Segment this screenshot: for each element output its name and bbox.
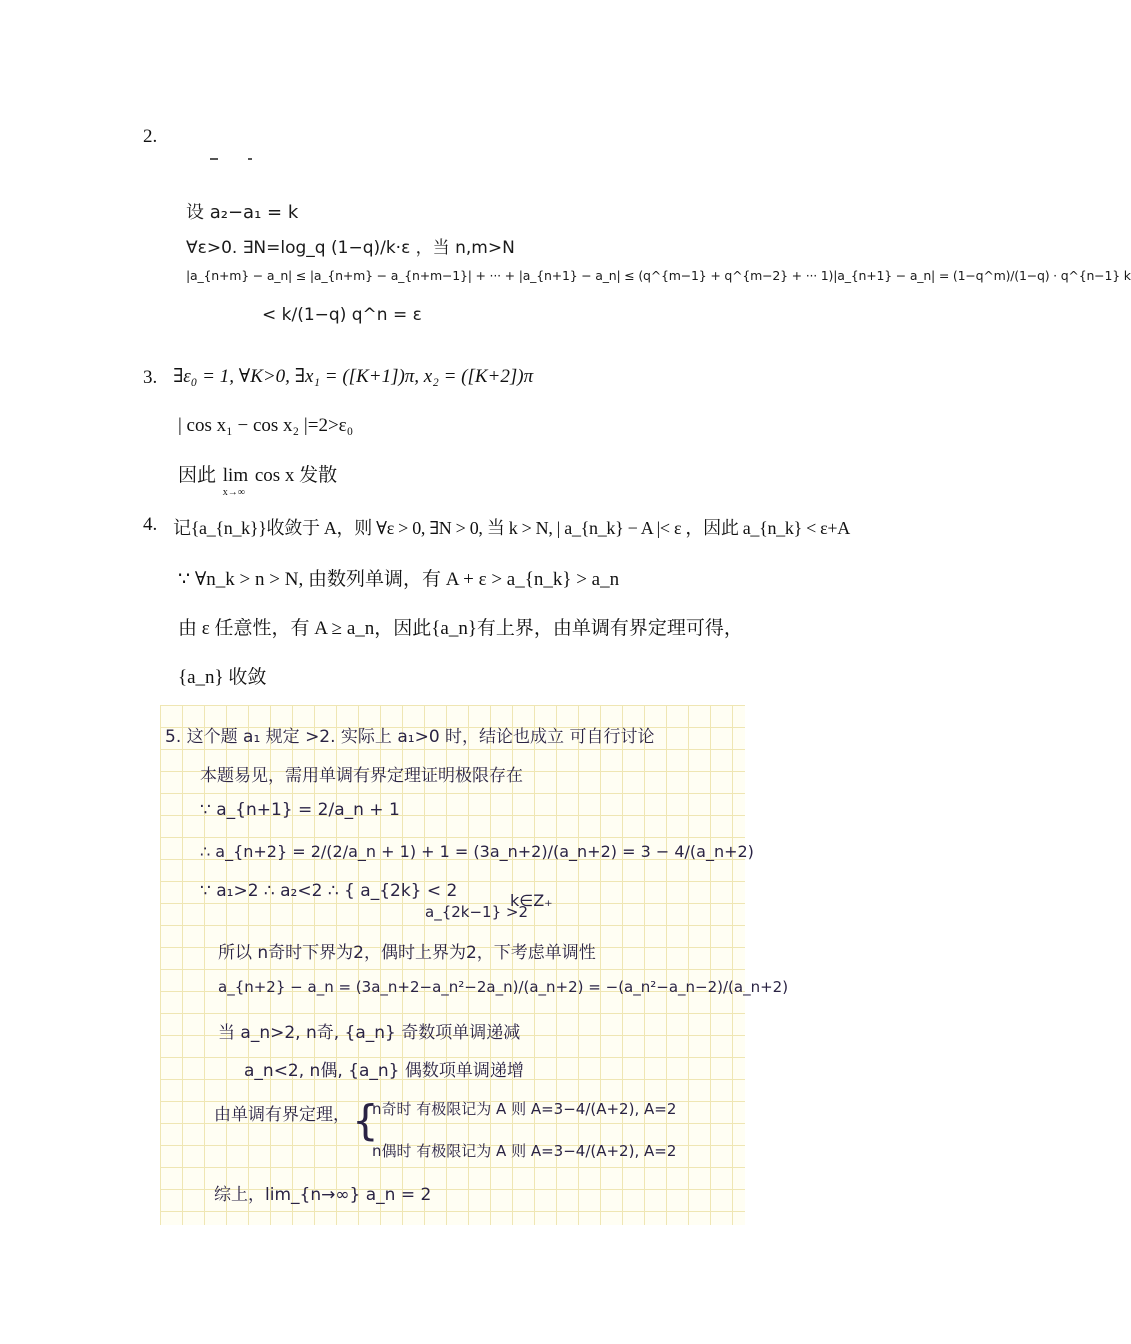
- problem-2-handwritten-line-1: 设 a₂−a₁ = k: [186, 202, 299, 223]
- problem-5-line-1: 5. 这个题 a₁ 规定 >2. 实际上 a₁>0 时，结论也成立 可自行讨论: [165, 727, 655, 747]
- problem-4-line-2: ∵ ∀n_k > n > N, 由数列单调，有 A + ε > a_{n_k} > a_n: [178, 569, 620, 590]
- problem-3-line-3: [178, 460, 338, 498]
- problem-2-number: 2.: [143, 126, 158, 147]
- limit-label: lim: [222, 465, 249, 486]
- problem-5-line-5-domain: k∈Z₊: [510, 891, 553, 910]
- problem-2-handwritten-line-4: < k/(1−q) q^n = ε: [262, 305, 422, 325]
- problem-4-line-4: {a_n} 收敛: [178, 667, 267, 688]
- limit-subscript: x→∞: [222, 487, 245, 498]
- problem-5-line-11: 综上，lim_{n→∞} a_n = 2: [214, 1185, 432, 1205]
- scan-artifact: [248, 158, 252, 160]
- problem-3-line-1: ∃ε₀ = 1, ∀K>0, ∃x₁ = ([K+1])π, x₂ = ([K+2])π: [173, 366, 534, 387]
- problem-3-therefore: 因此: [178, 465, 217, 486]
- problem-5-line-10-even: n偶时 有极限记为 A 则 A=3−4/(A+2), A=2: [372, 1142, 677, 1160]
- problem-5-line-9: a_n<2, n偶, {a_n} 偶数项单调递增: [244, 1061, 524, 1081]
- problem-2-handwritten-line-3: |a_{n+m} − a_n| ≤ |a_{n+m} − a_{n+m−1}| + ··· + |a_{n+1} − a_n| ≤ (q^{m−1} + q^{m−2} + ··· 1)|a_{n+1} − a_n| = (1−q^m)/(1−q) · q^{n−1} k: [186, 268, 1131, 283]
- problem-5-line-7: a_{n+2} − a_n = (3a_n+2−a_n²−2a_n)/(a_n+2) = −(a_n²−a_n−2)/(a_n+2): [218, 978, 789, 996]
- problem-4-number: 4.: [143, 514, 158, 535]
- problem-5-line-8: 当 a_n>2, n奇, {a_n} 奇数项单调递减: [218, 1023, 521, 1043]
- problem-5-line-10-odd: n奇时 有极限记为 A 则 A=3−4/(A+2), A=2: [372, 1100, 677, 1118]
- problem-5-line-5: ∵ a₁>2 ∴ a₂<2 ∴ { a_{2k} < 2: [200, 881, 458, 901]
- problem-3-number: 3.: [143, 367, 158, 388]
- problem-4-line-1: 记{a_{n_k}}收敛于 A，则 ∀ε > 0, ∃N > 0, 当 k > N, | a_{n_k} − A |< ε ，因此 a_{n_k} < ε+A: [173, 518, 850, 538]
- problem-5-line-5-case: a_{2k−1} >2: [425, 903, 529, 921]
- problem-5-line-3: ∵ a_{n+1} = 2/a_n + 1: [200, 800, 400, 820]
- problem-3-line-2: | cos x₁ − cos x₂ |=2>ε₀: [178, 415, 354, 436]
- problem-2-handwritten-line-2: ∀ε>0. ∃N=log_q (1−q)/k·ε ，当 n,m>N: [186, 238, 515, 258]
- problem-3-conclusion: cos x 发散: [254, 465, 338, 486]
- problem-5-line-6: 所以 n奇时下界为2，偶时上界为2，下考虑单调性: [218, 943, 596, 963]
- problem-5-line-2: 本题易见，需用单调有界定理证明极限存在: [200, 766, 523, 786]
- problem-5-line-4: ∴ a_{n+2} = 2/(2/a_n + 1) + 1 = (3a_n+2)/(a_n+2) = 3 − 4/(a_n+2): [200, 842, 754, 861]
- limit-operator: [222, 465, 249, 498]
- problem-5-line-10-lead: 由单调有界定理，: [214, 1105, 350, 1125]
- problem-4-line-3: 由 ε 任意性，有 A ≥ a_n，因此{a_n}有上界，由单调有界定理可得，: [178, 618, 743, 639]
- scan-artifact: [210, 158, 218, 160]
- case-brace: {: [352, 1096, 379, 1145]
